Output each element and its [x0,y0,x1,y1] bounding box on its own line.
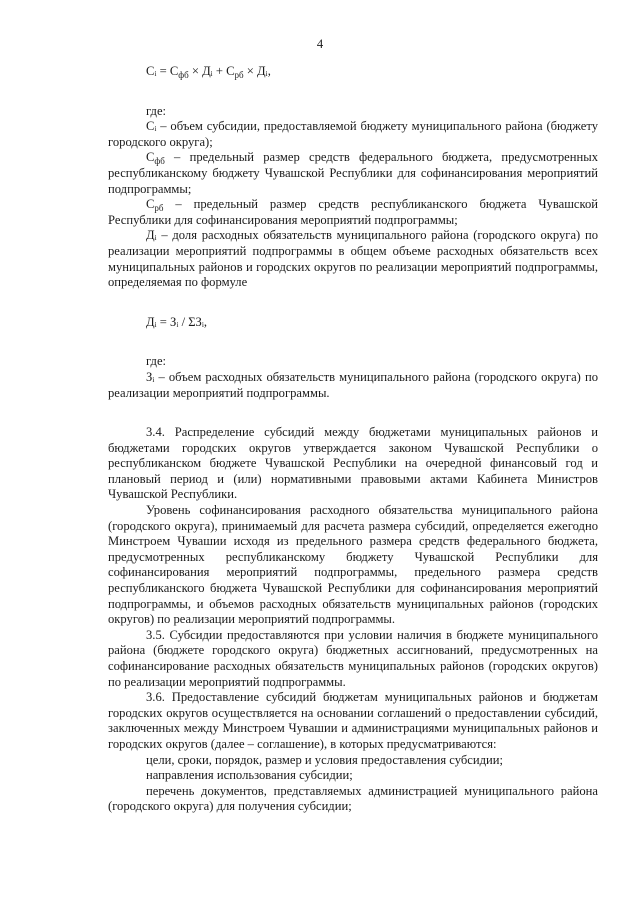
page-content [108,64,598,815]
subsidy-formula: Cᵢ = $C_{фб}$ × Дᵢ + $C_{рб}$ × Дᵢ, [146,64,271,80]
paragraph-3-4: 3.4. Распределение субсидий между бюджетами муниципальных районов и бюджетами городских округов утверждается законом Чувашской Республики о республиканском бюджете Чувашской Республики на очередной финансовый год и плановый период и (или) нормативными правовыми актами Кабинета Министров Чувашской Республики. [108,425,598,502]
list-item-documents: перечень документов, представляемых администрацией муниципального района (городского округа) для получения субсидии; [108,783,598,814]
paragraph-3-6: 3.6. Предоставление субсидий бюджетам муниципальных районов и бюджетам городских округов осуществляется на основании соглашений о предоставлении субсидий, заключенных между Минстроем Чувашии и администрациями муниципальных районов и городских округов (далее – соглашение), в которых предусматриваются: [108,690,598,751]
list-item-goals: цели, сроки, порядок, размер и условия предоставления субсидии; [146,752,503,767]
definition-crb: $C_{рб}$ – предельный размер средств республиканского бюджета Чувашской Республики для софинансирования мероприятий подпрограммы; [108,197,598,227]
where-label-2: где: [146,354,167,369]
where-label: где: [146,103,167,118]
definition-ci: Cᵢ – объем субсидии, предоставляемой бюджету муниципального района (бюджету городского округа); [108,119,598,149]
paragraph-cofinancing-level: Уровень софинансирования расходного обязательства муниципального района (городского округа), принимаемый для расчета размера субсидий, определяется ежегодно Минстроем Чувашии исходя из предельного размера средств федерального бюджета, предусмотренных республиканскому бюджету Чувашской Республики для софинансирования мероприятий подпрограммы, предельного размера средств республиканского бюджета Чувашской Республики для софинансирования мероприятий подпрограммы, и объемов расходных обязательств муниципальных районов (городских округов) по реализации мероприятий подпрограммы. [108,503,598,627]
definition-di: Дᵢ – доля расходных обязательств муниципального района (городского округа) по реализации мероприятий подпрограммы в общем объеме расходных обязательств всех муниципальных районов и городских округов по реализации мероприятий подпрограммы, определяемая по формуле [108,228,598,290]
definition-zi: Зᵢ – объем расходных обязательств муниципального района (городского округа) по реализации мероприятий подпрограммы. [108,369,598,400]
list-item-directions: направления использования субсидии; [146,768,353,783]
page-number: 4 [316,37,324,51]
definition-cfb: $C_{фб}$ – предельный размер средств федерального бюджета, предусмотренных республиканскому бюджету Чувашской Республики для софинансирования мероприятий подпрограммы; [108,150,598,196]
paragraph-3-5: 3.5. Субсидии предоставляются при условии наличия в бюджете муниципального района (бюджете городского округа) бюджетных ассигнований, предусмотренных на софинансирование расходных обязательств муниципальных районов (городских округов) по реализации мероприятий подпрограммы. [108,627,598,689]
share-formula: Дᵢ = Зᵢ / ΣЗᵢ, [146,314,208,329]
